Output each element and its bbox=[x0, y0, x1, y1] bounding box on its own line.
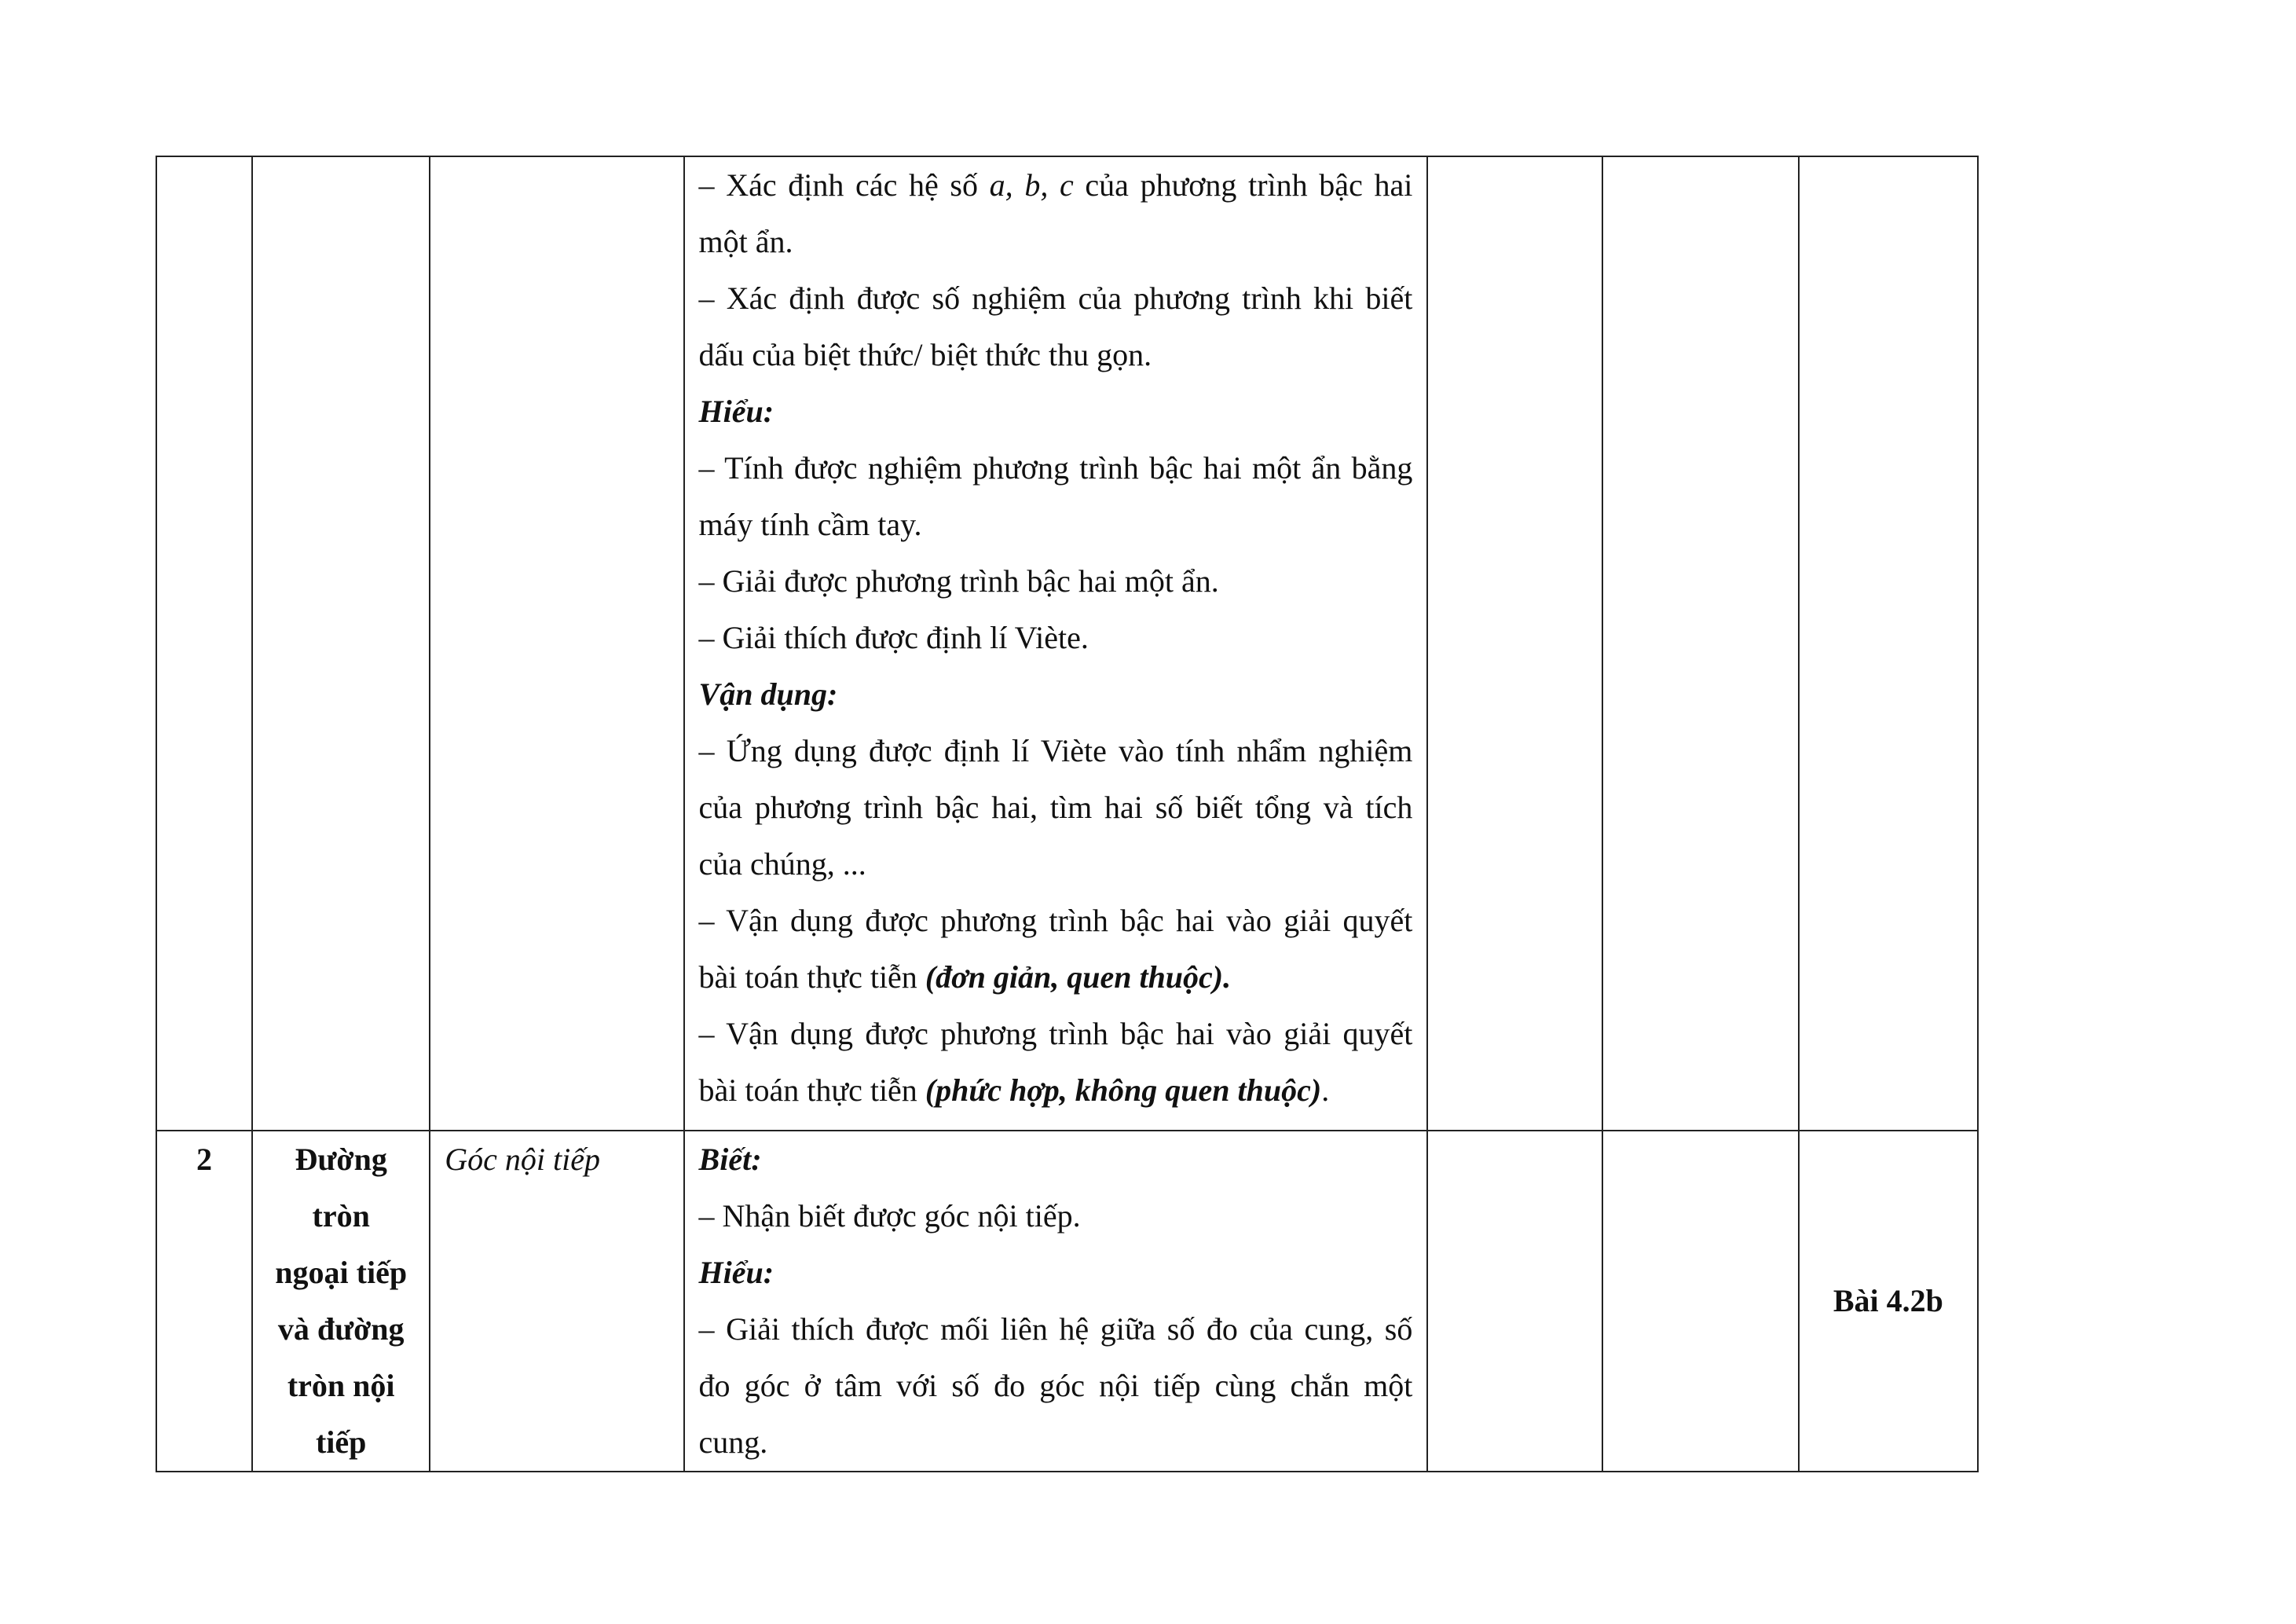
content-line: đo góc ở tâm với số đo góc nội tiếp cùng chắn một bbox=[698, 1368, 1413, 1403]
stt-cell: 2 bbox=[156, 1131, 252, 1472]
requirement-text bbox=[699, 157, 1413, 1119]
content-line: – Giải thích được mối liên hệ giữa số đo của cung, số bbox=[698, 1311, 1413, 1347]
content-line: – Vận dụng được phương trình bậc hai vào giải quyết bbox=[698, 903, 1413, 938]
stt-cell bbox=[156, 156, 252, 1131]
level-heading: Hiểu: bbox=[698, 1255, 774, 1290]
count-cell-understand bbox=[1602, 1131, 1799, 1472]
content-line: của chúng, ... bbox=[698, 846, 866, 882]
level-heading: Vận dụng: bbox=[698, 676, 838, 712]
content-line: – Ứng dụng được định lí Viète vào tính nhẩm nghiệm bbox=[698, 733, 1413, 768]
content-line: – Vận dụng được phương trình bậc hai vào giải quyết bbox=[698, 1016, 1413, 1051]
reference-cell bbox=[1799, 156, 1978, 1131]
level-heading: Biết: bbox=[698, 1142, 762, 1177]
line-text: – Xác định các hệ số bbox=[698, 167, 990, 203]
content-line bbox=[699, 949, 1413, 1006]
emphasis-text: (đơn giản, quen thuộc). bbox=[925, 959, 1232, 995]
table-row-2 bbox=[156, 1131, 1978, 1472]
topic-line: và đường bbox=[277, 1311, 405, 1347]
specification-table bbox=[156, 156, 1979, 1472]
content-line: một ẩn. bbox=[698, 224, 793, 259]
line-text: bài toán thực tiễn bbox=[698, 959, 925, 995]
content-line: – Xác định được số nghiệm của phương trình khi biết bbox=[698, 280, 1413, 316]
content-line bbox=[699, 1062, 1413, 1119]
reference-cell: Bài 4.2b bbox=[1799, 1131, 1978, 1472]
content-line: – Nhận biết được góc nội tiếp. bbox=[698, 1198, 1081, 1234]
content-line: cung. bbox=[698, 1424, 768, 1460]
count-cell-recognize bbox=[1427, 156, 1602, 1131]
unit-cell bbox=[430, 156, 683, 1131]
line-text: . bbox=[1321, 1072, 1330, 1108]
topic-line: ngoại tiếp bbox=[275, 1255, 408, 1290]
topic-line: tròn bbox=[312, 1198, 370, 1234]
line-text: bài toán thực tiễn bbox=[698, 1072, 925, 1108]
topic-title bbox=[259, 1131, 423, 1471]
content-cell bbox=[684, 156, 1428, 1131]
content-line: của phương trình bậc hai, tìm hai số biết tổng và tích bbox=[698, 790, 1413, 825]
topic-line: Đường bbox=[295, 1142, 387, 1177]
requirement-text bbox=[699, 1131, 1413, 1471]
content-line bbox=[699, 157, 1413, 214]
math-coefficients: a, b, c bbox=[989, 167, 1074, 203]
topic-line: tròn nội bbox=[287, 1368, 395, 1403]
content-line: – Tính được nghiệm phương trình bậc hai một ẩn bằng bbox=[698, 450, 1413, 486]
level-heading: Hiểu: bbox=[698, 394, 774, 429]
line-text: của phương trình bậc hai bbox=[1073, 167, 1413, 203]
content-line: dấu của biệt thức/ biệt thức thu gọn. bbox=[698, 337, 1152, 372]
topic-cell bbox=[252, 1131, 430, 1472]
content-line: – Giải được phương trình bậc hai một ẩn. bbox=[698, 563, 1219, 599]
unit-cell: Góc nội tiếp bbox=[430, 1131, 683, 1472]
content-line: máy tính cầm tay. bbox=[698, 507, 922, 542]
topic-cell bbox=[252, 156, 430, 1131]
table-row-continued bbox=[156, 156, 1978, 1131]
count-cell-understand bbox=[1602, 156, 1799, 1131]
count-cell-recognize bbox=[1427, 1131, 1602, 1472]
emphasis-text: (phức hợp, không quen thuộc) bbox=[925, 1072, 1322, 1108]
topic-line: tiếp bbox=[315, 1424, 367, 1460]
content-line: – Giải thích được định lí Viète. bbox=[698, 620, 1089, 655]
content-cell bbox=[684, 1131, 1428, 1472]
